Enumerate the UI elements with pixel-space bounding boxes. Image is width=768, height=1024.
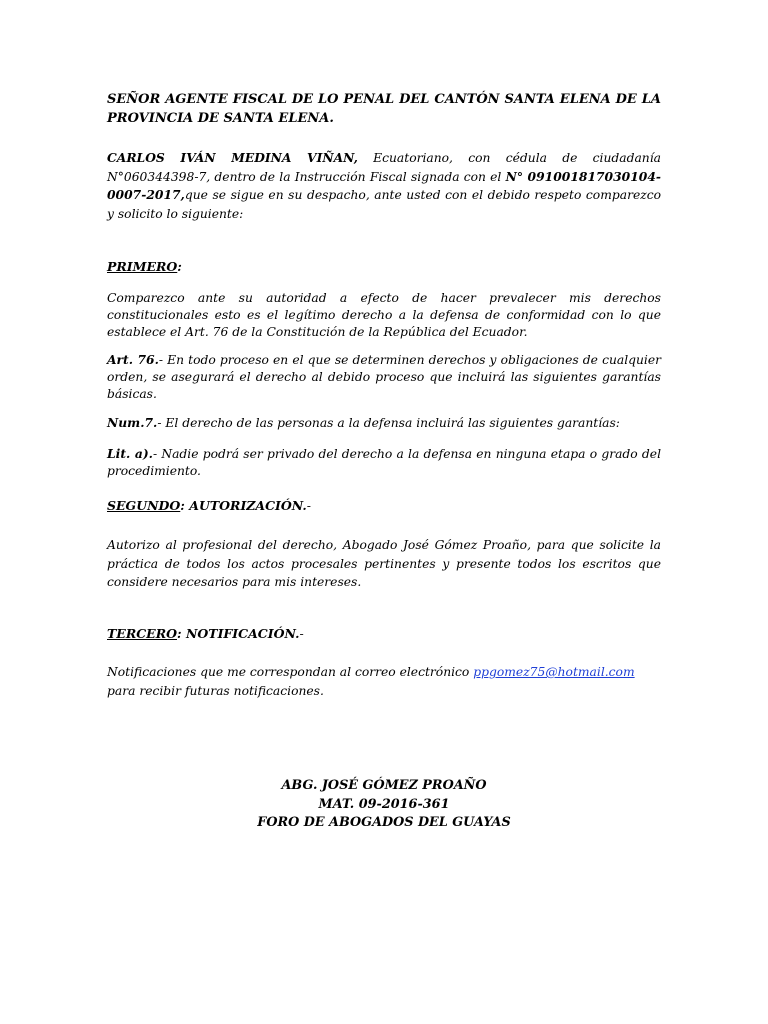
- signature-name: ABG. JOSÉ GÓMEZ PROAÑO: [281, 778, 487, 793]
- segundo-body: Autorizo al profesional del derecho, Abogado José Gómez Proaño, para que solicite la práctica de todos los actos procesales pertinentes y presente todos los escritos que considere necesarios para mis intereses.: [107, 538, 661, 589]
- segundo-subtitle: : AUTORIZACIÓN.: [180, 498, 307, 513]
- article-76-paragraph: [107, 351, 661, 403]
- intro-paragraph: [107, 149, 661, 223]
- section-segundo-title: [107, 497, 661, 515]
- section-tercero-title: [107, 625, 661, 643]
- tercero-label: TERCERO: [107, 626, 177, 641]
- literal-label: Lit. a).: [107, 446, 153, 461]
- document-page: [107, 0, 661, 1024]
- signature-organization: FORO DE ABOGADOS DEL GUAYAS: [257, 815, 511, 830]
- signature-block: [107, 777, 661, 833]
- tercero-dash: -: [299, 626, 304, 641]
- numeral-7-paragraph: [107, 414, 661, 432]
- tercero-text-1: Notificaciones que me correspondan al correo electrónico: [107, 665, 474, 679]
- tercero-text-2: para recibir futuras notificaciones.: [107, 683, 324, 698]
- intro-text-1: Ecuatoriano, con cédula de ciudadanía N°060344398-7, dentro de la Instrucción Fiscal signada con el: [107, 151, 661, 184]
- email-link[interactable]: ppgomez75@hotmail.com: [473, 665, 635, 679]
- petitioner-name: CARLOS IVÁN MEDINA VIÑAN,: [107, 150, 358, 165]
- numeral-label: Num.7.: [107, 415, 158, 430]
- literal-a-paragraph: [107, 445, 661, 480]
- intro-text-2: que se sigue en su despacho, ante usted con el debido respeto comparezco y solicito lo siguiente:: [107, 188, 661, 221]
- signature-registration: MAT. 09-2016-361: [318, 796, 450, 812]
- primero-label: PRIMERO: [107, 259, 178, 274]
- tercero-body: [107, 663, 661, 700]
- segundo-dash: -: [306, 498, 312, 513]
- section-primero-title: [107, 258, 661, 276]
- primero-body: Comparezco ante su autoridad a efecto de hacer prevalecer mis derechos constitucionales esto es el legítimo derecho a la defensa de conformidad con lo que establece el Art. 76 de la Constitución de la República del Ecuador.: [107, 291, 661, 339]
- addressee-heading: SEÑOR AGENTE FISCAL DE LO PENAL DEL CANTÓN SANTA ELENA DE LA PROVINCIA DE SANTA ELENA.: [107, 92, 661, 126]
- primero-colon: :: [177, 259, 182, 274]
- numeral-text: - El derecho de las personas a la defensa incluirá las siguientes garantías:: [157, 416, 620, 430]
- article-text: - En todo proceso en el que se determinen derechos y obligaciones de cualquier orden, se asegurará el derecho al debido proceso que incluirá las siguientes garantías básicas.: [107, 353, 662, 401]
- literal-text: - Nadie podrá ser privado del derecho a la defensa en ninguna etapa o grado del procedimiento.: [107, 447, 661, 478]
- segundo-label: SEGUNDO: [107, 498, 181, 513]
- case-number: N° 091001817030104-0007-2017,: [107, 168, 661, 202]
- article-label: Art. 76.: [107, 352, 159, 367]
- tercero-subtitle: : NOTIFICACIÓN.: [176, 626, 300, 641]
